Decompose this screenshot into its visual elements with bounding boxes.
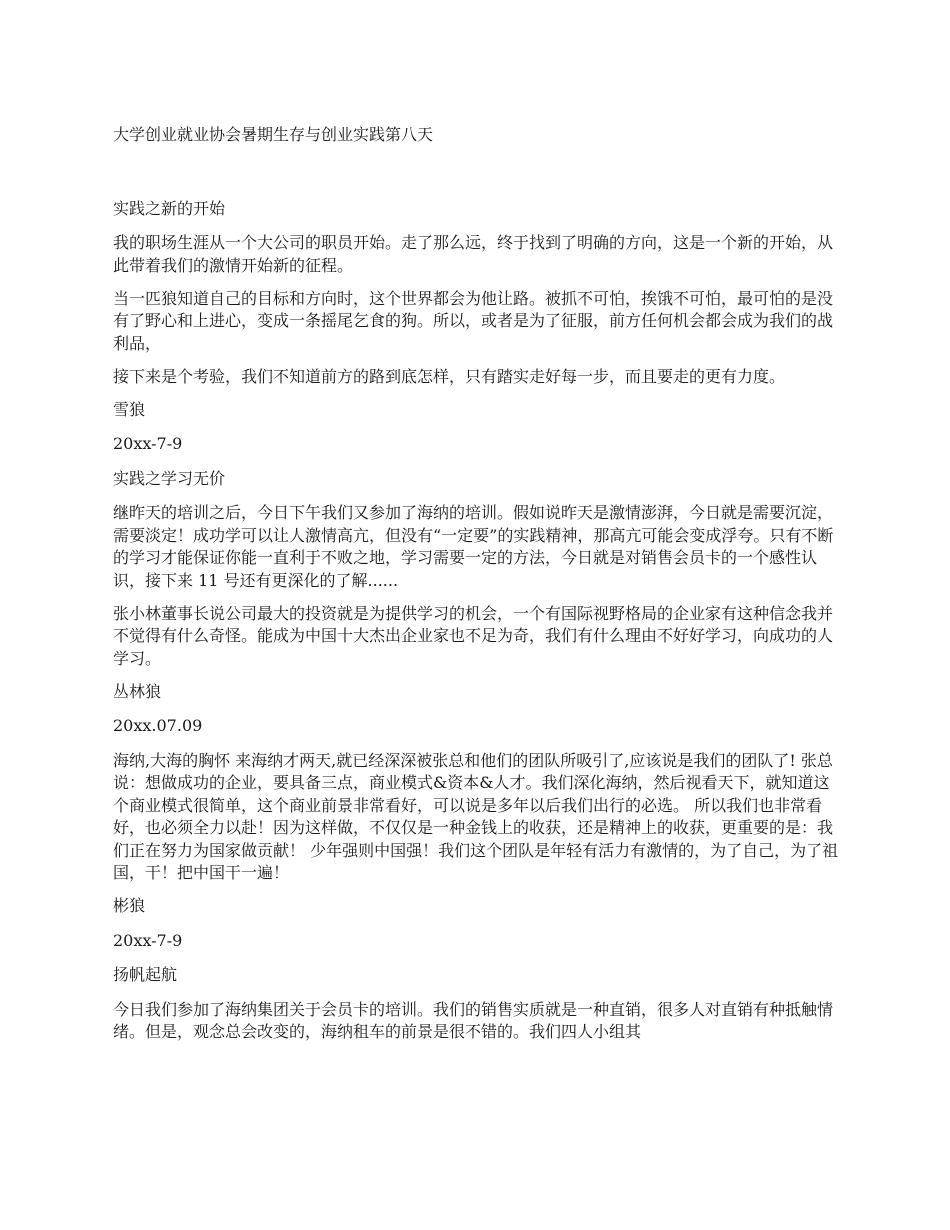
document-body bbox=[113, 124, 841, 1054]
paragraph: 接下来是个考验，我们不知道前方的路到底怎样，只有踏实走好每一步，而且要走的更有力度。 bbox=[113, 366, 786, 386]
paragraph: 海纳,大海的胸怀 来海纳才两天,就已经深深被张总和他们的团队所吸引了,应该说是我们的团队了! 张总说：想做成功的企业，要具备三点，商业模式&资本&人才。我们深化海纳，然后视看天下，就知道这个商业模式很简单，这个商业前景非常看好，可以说是多年以后我们出行的必选。 所以我们也非常看好，也必须全力以赴！因为这样做，不仅仅是一种金钱上的收获，还是精神上的收获，更重要的是：我们正在努力为国家做贡献！ 少年强则中国强！我们这个团队是年轻有活力有激情的，为了自己，为了祖国，干！把中国干一遍！ bbox=[113, 750, 839, 882]
author-signature: 彬狼 bbox=[113, 896, 146, 915]
section-heading: 实践之学习无价 bbox=[113, 468, 226, 488]
paragraph: 张小林董事长说公司最大的投资就是为提供学习的机会，一个有国际视野格局的企业家有这种信念我并不觉得有什么奇怪。能成为中国十大杰出企业家也不足为奇，我们有什么理由不好好学习，向成功的人学习。 bbox=[113, 603, 834, 668]
author-signature: 丛林狼 bbox=[113, 681, 162, 701]
paragraph: 当一匹狼知道自己的目标和方向时，这个世界都会为他让路。被抓不可怕，挨饿不可怕，最可怕的是没有了野心和上进心，变成一条摇尾乞食的狗。所以，或者是为了征服，前方任何机会都会成为我们的战利品， bbox=[113, 288, 834, 353]
author-signature: 雪狼 bbox=[113, 399, 146, 419]
entry-date: 20xx-7-9 bbox=[113, 434, 183, 453]
entry-date: 20xx.07.09 bbox=[113, 716, 203, 735]
document-title: 大学创业就业协会暑期生存与创业实践第八天 bbox=[113, 125, 434, 144]
entry-date: 20xx-7-9 bbox=[113, 930, 183, 950]
paragraph: 今日我们参加了海纳集团关于会员卡的培训。我们的销售实质就是一种直销，很多人对直销有种抵触情绪。但是，观念总会改变的，海纳租车的前景是很不错的。我们四人小组其 bbox=[113, 999, 834, 1041]
paragraph: 我的职场生涯从一个大公司的职员开始。走了那么远，终于找到了明确的方向，这是一个新的开始，从此带着我们的激情开始新的征程。 bbox=[113, 233, 834, 275]
section-heading: 扬帆起航 bbox=[113, 965, 178, 984]
paragraph: 继昨天的培训之后，今日下午我们又参加了海纳的培训。假如说昨天是激情澎湃，今日就是需要沉淀，需要淡定！成功学可以让人激情高亢，但没有“一定要”的实践精神，那高亢可能会变成浮夸。只有不断的学习才能保证你能一直利于不败之地，学习需要一定的方法，今日就是对销售会员卡的一个感性认识，接下来 11 号还有更深化的了解...... bbox=[113, 503, 834, 590]
section-heading: 实践之新的开始 bbox=[113, 198, 226, 218]
